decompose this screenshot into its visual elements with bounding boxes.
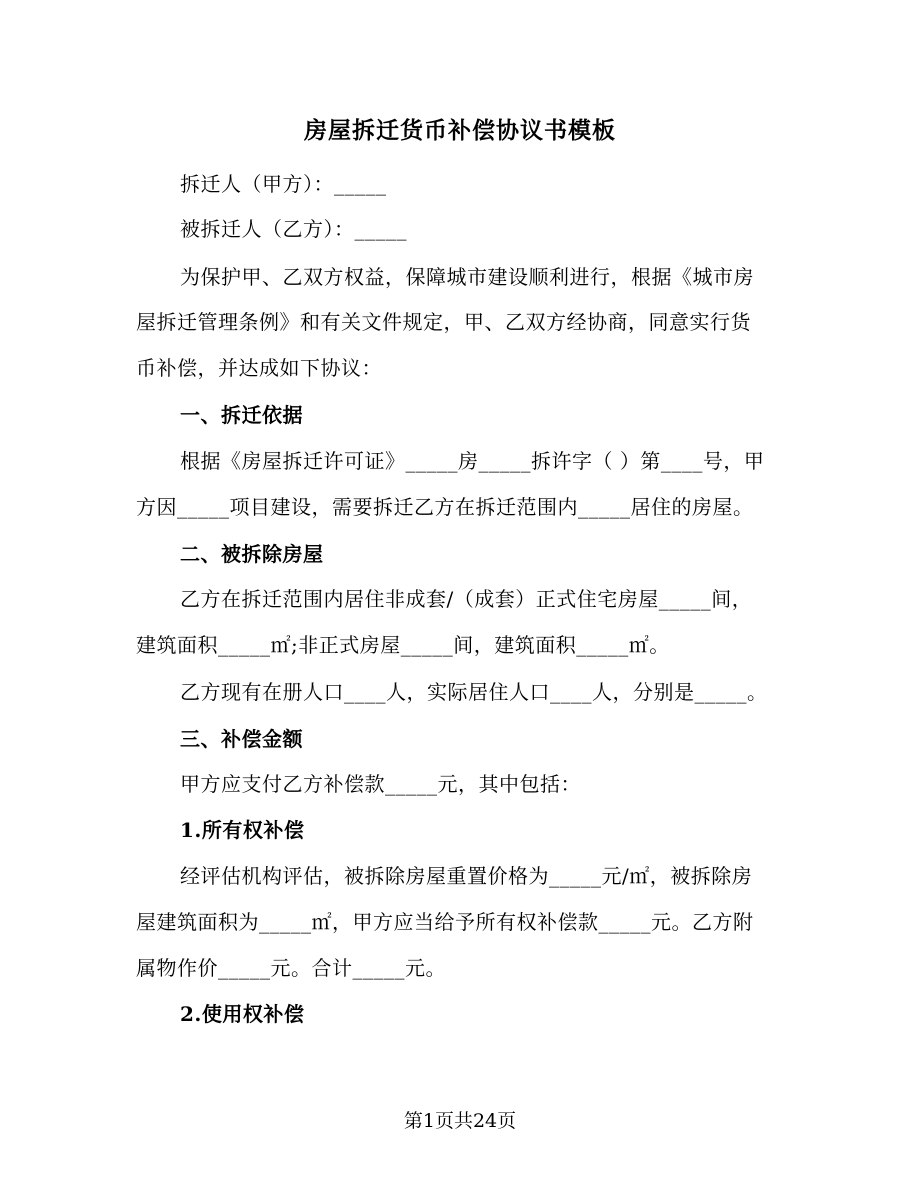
section-heading-2: 二、被拆除房屋 — [180, 542, 324, 566]
subsection-1-line-2: 屋建筑面积为_____㎡，甲方应当给予所有权补偿款_____元。乙方附 — [136, 910, 754, 934]
preamble-line-1: 为保护甲、乙双方权益，保障城市建设顺利进行，根据《城市房 — [180, 265, 754, 289]
section-2-line-2: 建筑面积_____㎡;非正式房屋_____间，建筑面积_____㎡。 — [136, 633, 670, 657]
page-number: 第1页共24页 — [403, 1110, 517, 1132]
section-3-line-1: 甲方应支付乙方补偿款_____元，其中包括： — [180, 772, 581, 796]
section-1-line-2: 方因_____项目建设，需要拆迁乙方在拆迁范围内_____居住的房屋。 — [136, 495, 754, 519]
section-2-line-3: 乙方现有在册人口____人，实际居住人口____人，分别是_____。 — [180, 680, 768, 704]
preamble-line-3: 币补偿，并达成如下协议： — [136, 356, 382, 380]
preamble-line-2: 屋拆迁管理条例》和有关文件规定，甲、乙双方经协商，同意实行货 — [136, 310, 751, 334]
subsection-1-line-3: 属物作价_____元。合计_____元。 — [136, 956, 446, 980]
party-a-line: 拆迁人（甲方）：_____ — [180, 172, 387, 196]
section-heading-3: 三、补偿金额 — [180, 727, 303, 751]
section-2-line-1: 乙方在拆迁范围内居住非成套/（成套）正式住宅房屋_____间， — [180, 587, 753, 611]
subsection-heading-2: 2.使用权补偿 — [180, 1002, 305, 1026]
party-b-line: 被拆迁人（乙方）：_____ — [180, 217, 407, 241]
subsection-1-line-1: 经评估机构评估，被拆除房屋重置价格为_____元/㎡，被拆除房 — [180, 864, 753, 888]
document-title: 房屋拆迁货币补偿协议书模板 — [304, 117, 616, 144]
subsection-heading-1: 1.所有权补偿 — [180, 818, 305, 842]
section-heading-1: 一、拆迁依据 — [180, 403, 303, 427]
section-1-line-1: 根据《房屋拆迁许可证》_____房_____拆许字（ ）第____号，甲 — [180, 449, 765, 473]
